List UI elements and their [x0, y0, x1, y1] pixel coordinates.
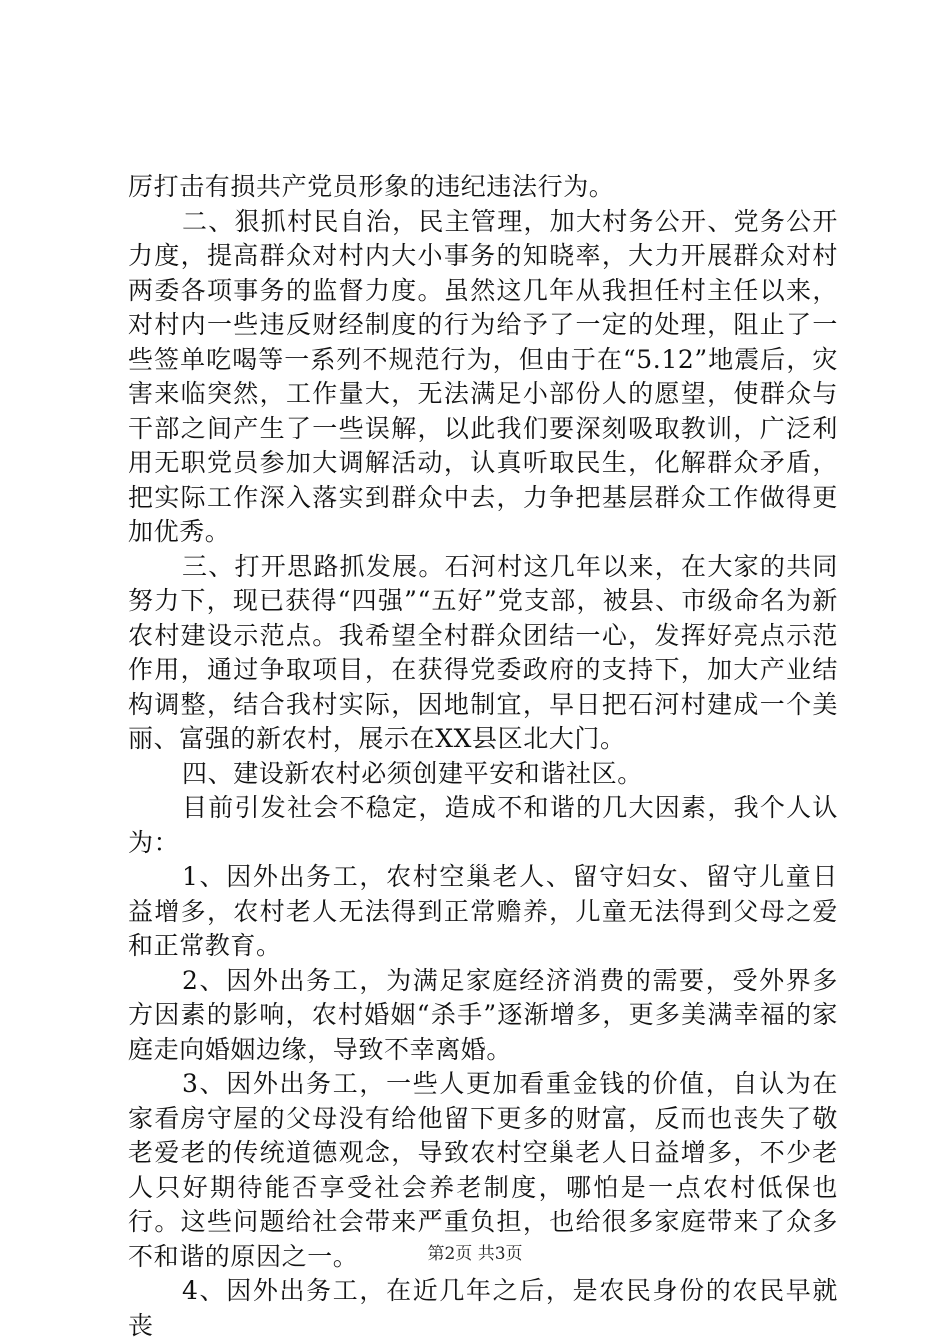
paragraph-continuation: 厉打击有损共产党员形象的违纪违法行为。	[128, 172, 615, 201]
paragraph-factor-2: 2、因外出务工，为满足家庭经济消费的需要，受外界多方因素的影响，农村婚姻“杀手”逐渐增多，更多美满幸福的家庭走向婚姻边缘，导致不幸离婚。	[128, 965, 838, 1064]
document-body	[128, 170, 838, 1343]
page-number-footer: 第2页 共3页	[427, 1244, 523, 1264]
paragraph-factor-1: 1、因外出务工，农村空巢老人、留守妇女、留守儿童日益增多，农村老人无法得到正常赡养，儿童无法得到父母之爱和正常教育。	[128, 862, 838, 960]
paragraph-factors-intro: 目前引发社会不稳定，造成不和谐的几大因素，我个人认为：	[128, 793, 838, 857]
paragraph-village-autonomy: 二、狠抓村民自治，民主管理，加大村务公开、党务公开力度，提高群众对村内大小事务的知晓率，大力开展群众对村两委各项事务的监督力度。虽然这几年从我担任村主任以来，对村内一些违反财经制度的行为给予了一定的处理，阻止了一些签单吃喝等一系列不规范行为，但由于在“5.12”地震后，灾害来临突然，工作量大，无法满足小部份人的愿望，使群众与干部之间产生了一些误解，以此我们要深刻吸取教训，广泛利用无职党员参加大调解活动，认真听取民生，化解群众矛盾，把实际工作深入落实到群众中去，力争把基层群众工作做得更加优秀。	[128, 206, 838, 546]
paragraph-factor-4: 4、因外出务工，在近几年之后，是农民身份的农民早就丧	[128, 1276, 838, 1340]
paragraph-development: 三、打开思路抓发展。石河村这几年以来，在大家的共同努力下，现已获得“四强”“五好”党支部，被县、市级命名为新农村建设示范点。我希望全村群众团结一心，发挥好亮点示范作用，通过争取项目，在获得党委政府的支持下，加大产业结构调整，结合我村实际，因地制宜，早日把石河村建成一个美丽、富强的新农村，展示在XX县区北大门。	[128, 551, 838, 753]
paragraph-harmonious-community: 四、建设新农村必须创建平安和谐社区。	[182, 758, 643, 788]
paragraph-factor-3: 3、因外出务工，一些人更加看重金钱的价值，自认为在家看房守屋的父母没有给他留下更多的财富，反而也丧失了敬老爱老的传统道德观念，导致农村空巢老人日益增多，不少老人只好期待能否享受社会养老制度，哪怕是一点农村低保也行。这些问题给社会带来严重负担，也给很多家庭带来了众多不和谐的原因之一。	[128, 1069, 838, 1271]
